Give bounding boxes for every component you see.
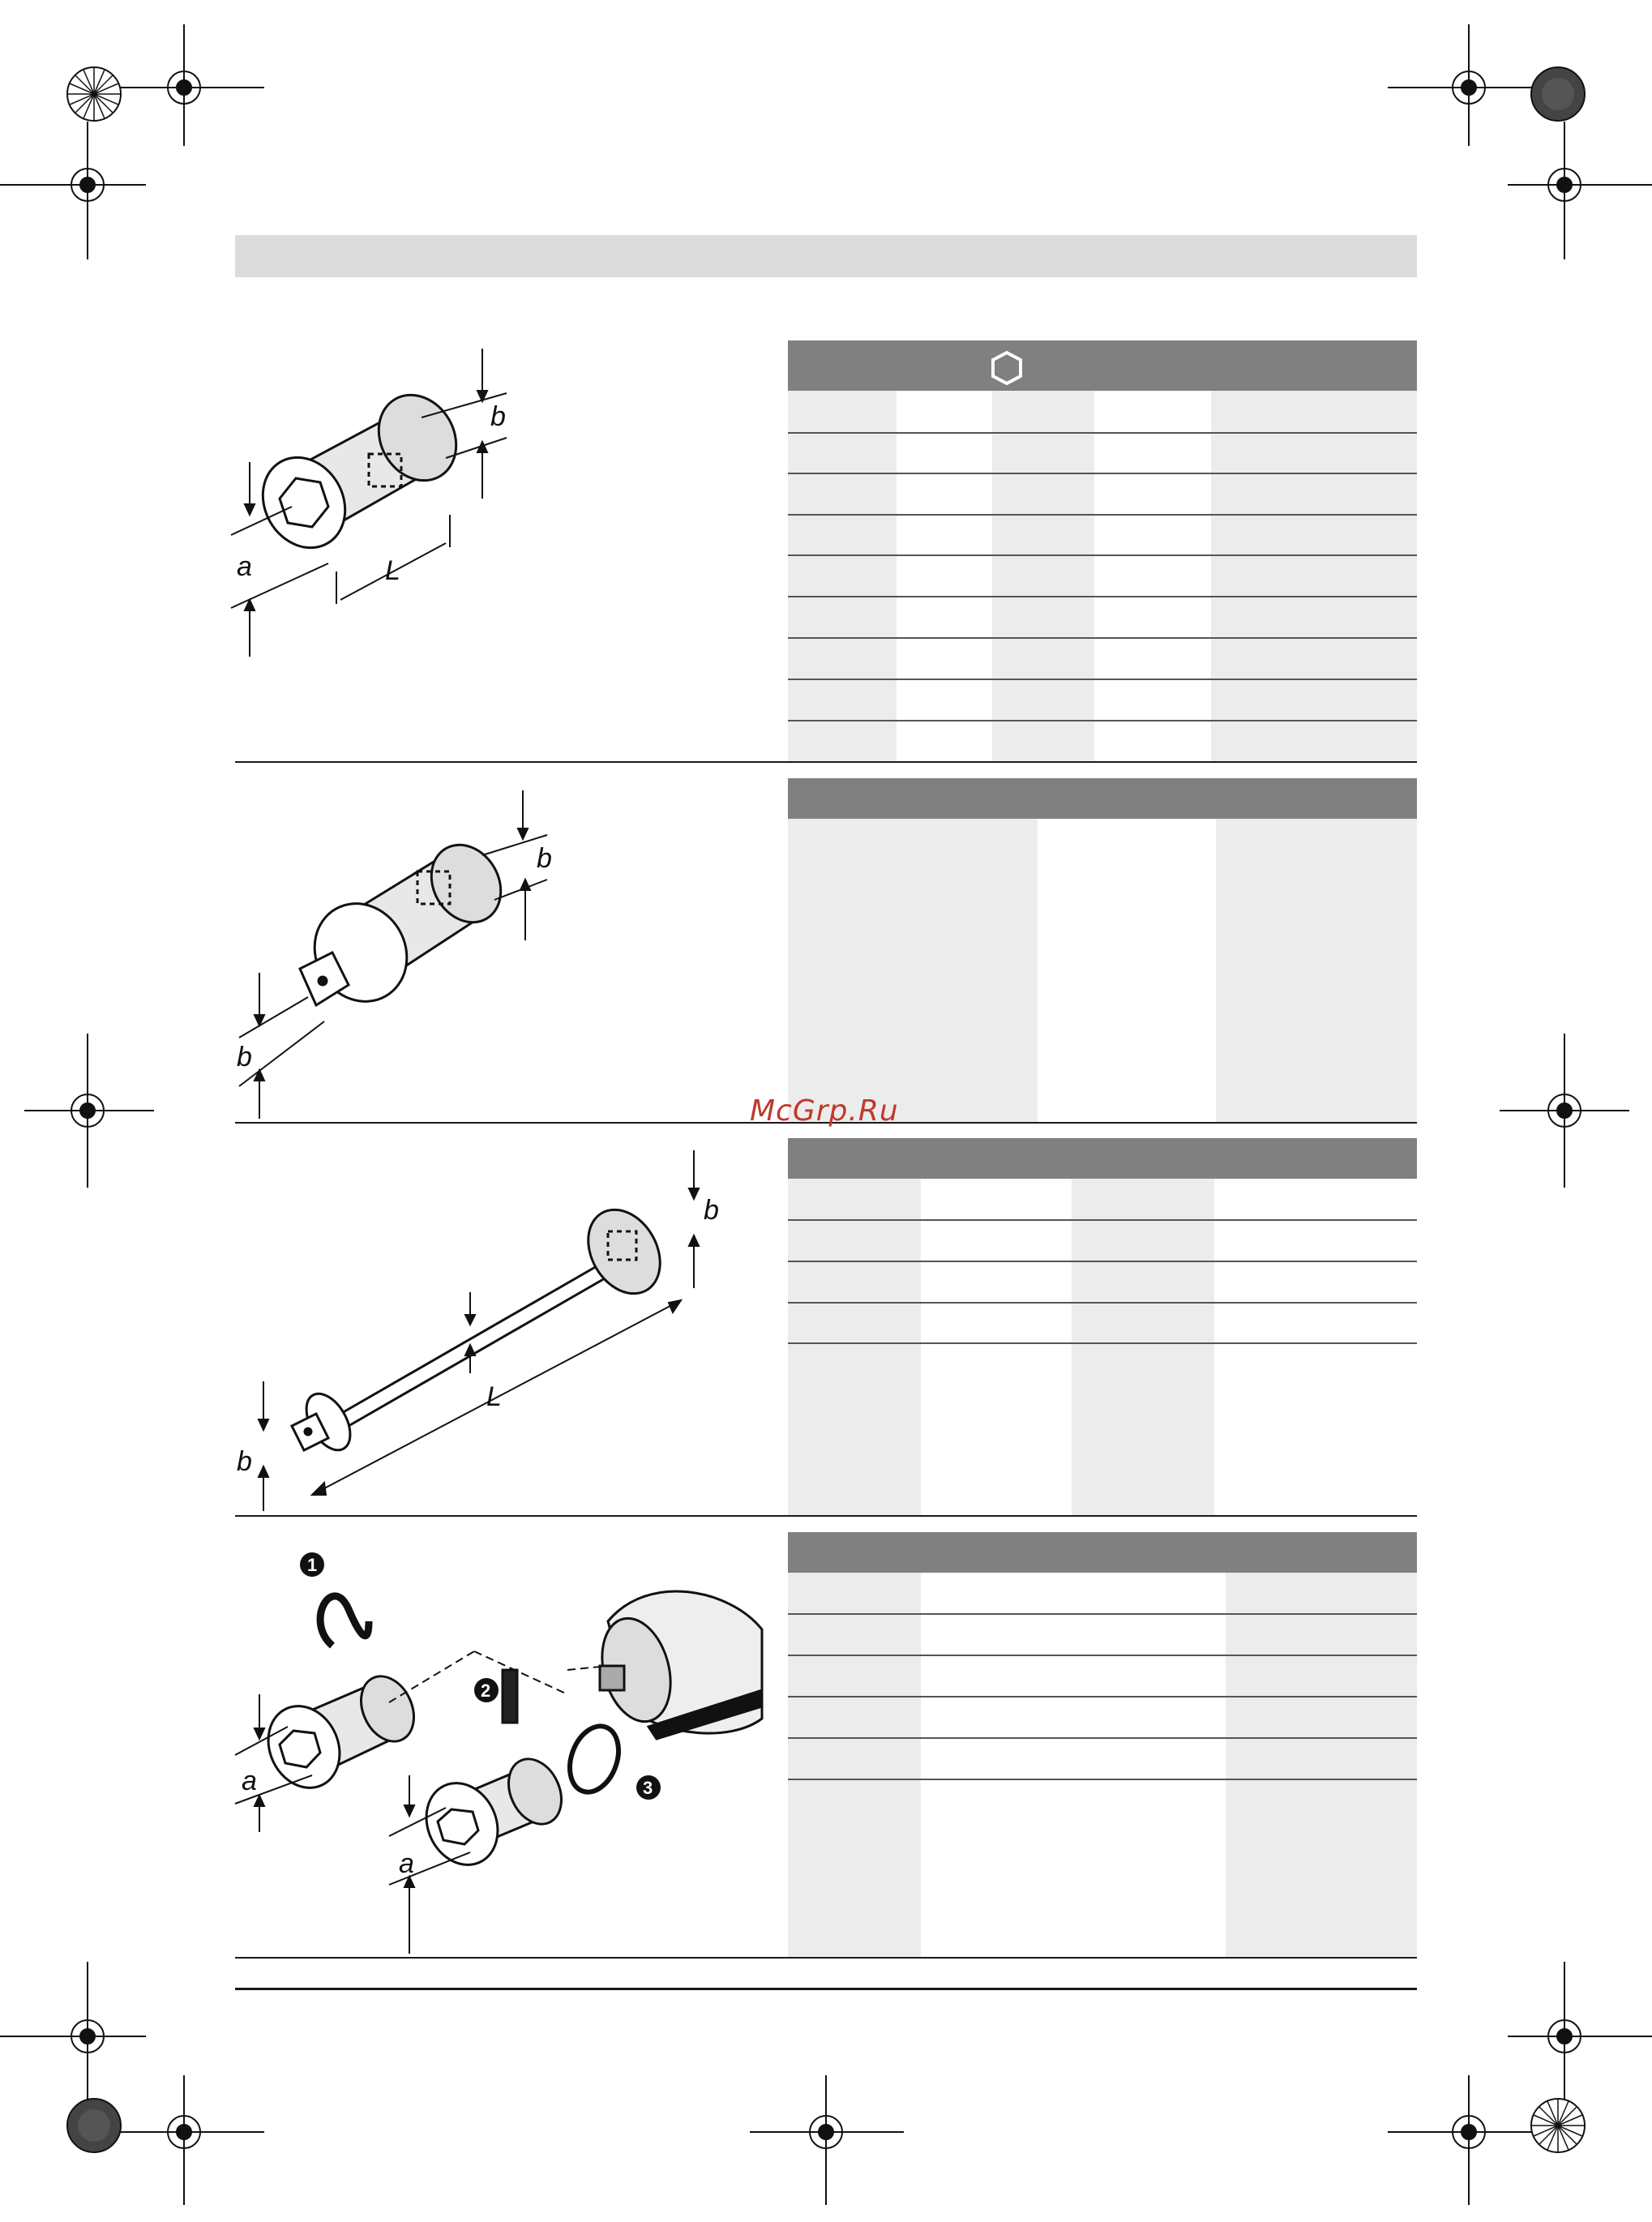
svg-text:1: 1 <box>307 1555 318 1575</box>
section-divider <box>235 1515 1417 1517</box>
extension-illustration <box>227 1138 746 1511</box>
table-4-header <box>788 1532 1417 1573</box>
svg-text:b: b <box>237 1042 252 1072</box>
svg-text:a: a <box>399 1848 414 1879</box>
svg-text:3: 3 <box>643 1778 653 1798</box>
page-header-bar <box>235 235 1417 277</box>
svg-text:b: b <box>490 401 506 432</box>
page-bottom-rule <box>235 1988 1417 1990</box>
socket-illustration <box>227 340 551 665</box>
retaining-assembly-illustration <box>227 1532 794 1954</box>
svg-text:b: b <box>537 843 552 874</box>
svg-text:L: L <box>385 555 400 586</box>
watermark-text: McGrp.Ru <box>750 1094 899 1128</box>
table-1-header <box>788 340 1417 391</box>
svg-text:a: a <box>237 551 252 582</box>
section-divider <box>235 761 1417 763</box>
svg-text:b: b <box>237 1446 252 1477</box>
section-divider <box>235 1957 1417 1959</box>
table-3-header <box>788 1138 1417 1179</box>
hexagon-icon <box>991 350 1023 386</box>
svg-text:b: b <box>704 1195 719 1226</box>
table-2-header <box>788 778 1417 819</box>
svg-text:L: L <box>486 1381 502 1412</box>
svg-text:2: 2 <box>481 1680 491 1701</box>
svg-text:a: a <box>242 1766 257 1796</box>
adapter-illustration <box>227 778 567 1119</box>
